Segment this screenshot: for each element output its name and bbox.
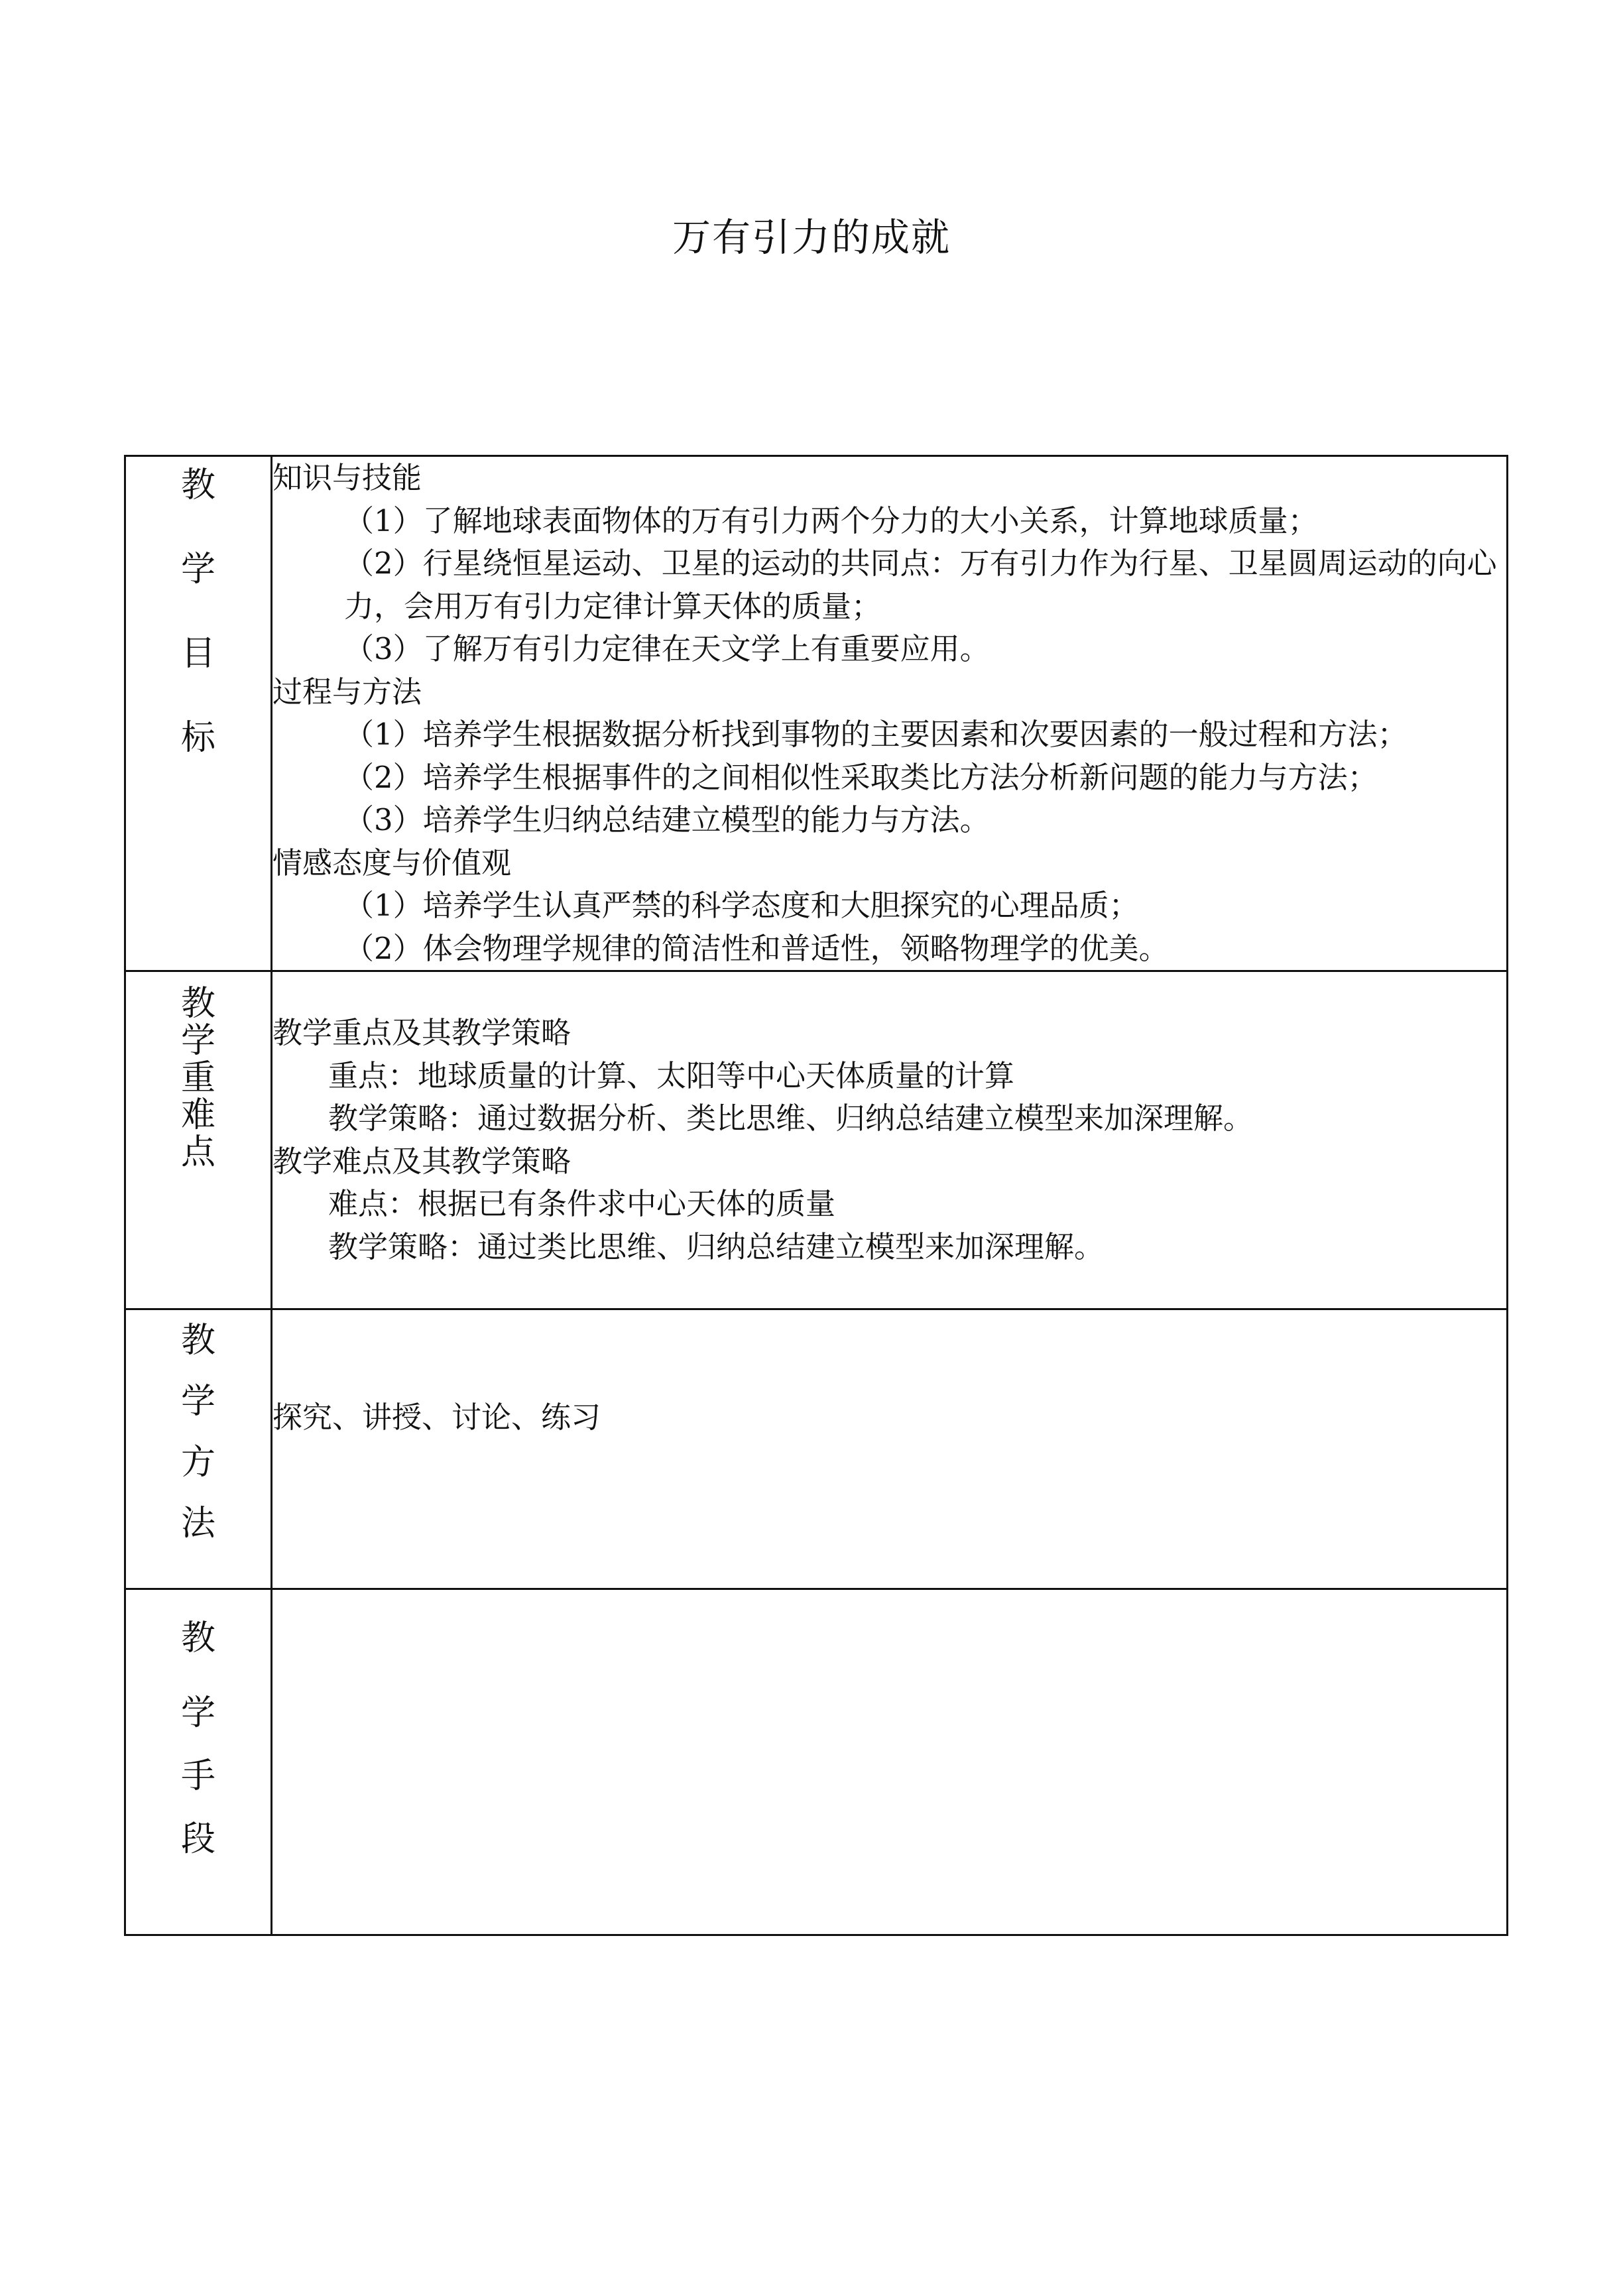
means-content xyxy=(272,1589,1508,1935)
page-title: 万有引力的成就 xyxy=(672,215,951,260)
objectives-content xyxy=(272,456,1508,971)
list-item: （3）了解万有引力定律在天文学上有重要应用。 xyxy=(344,631,990,666)
key-points-content xyxy=(272,971,1508,1309)
section-heading: 教学难点及其教学策略 xyxy=(272,1143,571,1179)
list-item: 难点：根据已有条件求中心天体的质量 xyxy=(328,1186,836,1221)
list-item: （3）培养学生归纳总结建立模型的能力与方法。 xyxy=(344,802,990,837)
list-item: （2）培养学生根据事件的之间相似性采取类比方法分析新问题的能力与方法； xyxy=(344,759,1378,795)
objectives-row xyxy=(125,456,1508,971)
list-item: 教学策略：通过数据分析、类比思维、归纳总结建立模型来加深理解。 xyxy=(328,1101,1254,1136)
means-label: 教 学 手 段 xyxy=(125,1589,272,1935)
list-item: （1）培养学生认真严禁的科学态度和大胆探究的心理品质； xyxy=(344,888,1139,923)
list-item: （1）培养学生根据数据分析找到事物的主要因素和次要因素的一般过程和方法； xyxy=(344,717,1408,752)
key-points-label: 教 学 重 难 点 xyxy=(125,971,272,1309)
section-heading: 教学重点及其教学策略 xyxy=(272,1015,571,1050)
list-item: 重点：地球质量的计算、太阳等中心天体质量的计算 xyxy=(328,1057,1015,1093)
objectives-label: 教 学 目 标 xyxy=(125,456,272,971)
methods-text: 探究、讲授、讨论、练习 xyxy=(272,1400,601,1435)
methods-content xyxy=(272,1309,1508,1589)
section-heading: 过程与方法 xyxy=(272,674,422,709)
section-heading: 知识与技能 xyxy=(272,460,422,495)
methods-row xyxy=(125,1309,1508,1589)
list-item: （2）行星绕恒星运动、卫星的运动的共同点：万有引力作为行星、卫星圆周运动的向心力，会用万有引力定律计算天体的质量； xyxy=(344,546,1497,624)
section-heading: 情感态度与价值观 xyxy=(272,845,512,880)
list-item: （2）体会物理学规律的简洁性和普适性，领略物理学的优美。 xyxy=(344,930,1169,966)
list-item: 教学策略：通过类比思维、归纳总结建立模型来加深理解。 xyxy=(328,1229,1105,1264)
means-row xyxy=(125,1589,1508,1935)
key-points-row xyxy=(125,971,1508,1309)
lesson-plan-table xyxy=(124,455,1508,1936)
list-item: （1）了解地球表面物体的万有引力两个分力的大小关系，计算地球质量； xyxy=(344,503,1318,538)
methods-label: 教 学 方 法 xyxy=(125,1309,272,1589)
